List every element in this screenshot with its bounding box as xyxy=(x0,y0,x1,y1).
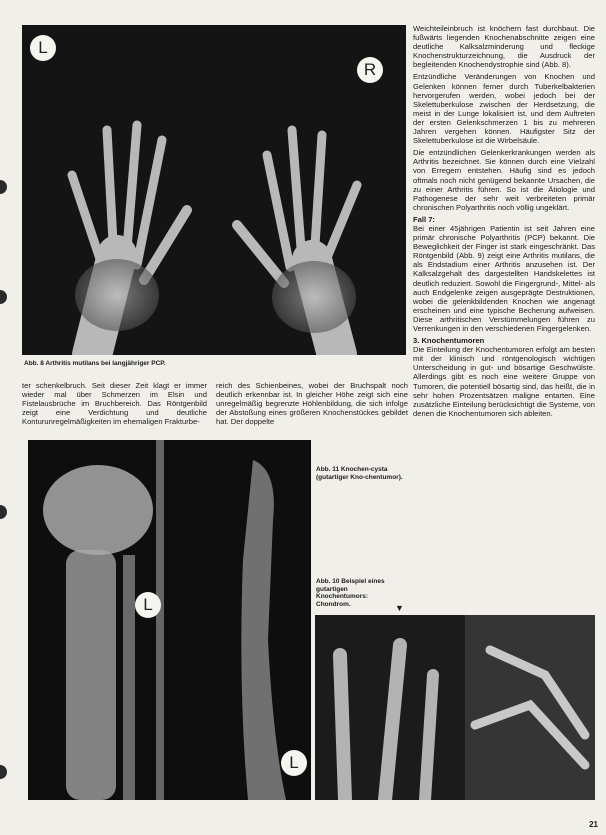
pointer-arrow: ▼ xyxy=(395,603,404,613)
punch-hole xyxy=(0,290,7,304)
text-column-left xyxy=(22,381,207,429)
body-paragraph: Bei einer 45jährigen Patientin ist seit Jahren eine primär chronische Polyarthritis (PCP) bekannt. Die Beweglichkeit der Finger ist stark eingeschränkt. Das Röntgenbild (Abb. 9) zeigt eine Arthritis mutilans, die als Endstadium einer Arthritis anzusehen ist. Der Kalksalzgehalt des dargestellten Handskelettes ist deutlich reduziert. Sowohl die Fingergrund-, Mittel- als auch Endgelenke zeigen ausgeprägte Destruktionen, wobei die gelenkbildenden Knochen wie angenagt erscheinen und eine typische Becherung aufweisen. Diese arthritischen Verstümmelungen führen zu Verrenkungen in den verschiedenen Fingergelenken. xyxy=(413,223,595,333)
figure-caption: Abb. 10 Beispiel eines gutartigen Knochentumors: Chondrom. xyxy=(316,578,385,608)
punch-hole xyxy=(0,180,7,194)
side-marker-left: L xyxy=(281,750,307,776)
text-column-middle xyxy=(216,381,408,429)
punch-hole xyxy=(0,505,7,519)
body-paragraph: Entzündliche Veränderungen von Knochen und Gelenken können ferner durch Tuberkelbakterien hervorgerufen werden, wobei jedoch bei der Skelettuberkulose zwischen der Herdsetzung, die meist in der Lunge lokalisiert ist, und dem Auftreten der ersten Gelenkschmerzen 1 bis zu mehreren Jahren vergehen können. Häufigster Sitz der Skelettuberkulose ist die Wirbelsäule. xyxy=(413,72,595,146)
side-marker-left: L xyxy=(30,35,56,61)
text-column-right xyxy=(413,24,595,421)
body-paragraph: Die Einteilung der Knochentumoren erfolgt am besten mit der klinisch und röntgenologisch wichtigen Unterscheidung in gut- und bösartige Geschwülste. Allerdings gibt es noch eine weitere Gruppe von Tumoren, die potentiell bösartig sind, das heißt, die in sehr hohen Prozentsätzen maligne entarten. Eine zusätzliche Einteilung berücksichtigt die Systeme, von denen die Knochentumoren sich ableiten. xyxy=(413,345,595,418)
punch-hole xyxy=(0,765,7,779)
case-heading: Fall 7: xyxy=(413,214,435,224)
finger-xray-drawing xyxy=(315,615,595,800)
body-paragraph: Die entzündlichen Gelenkerkrankungen werden als Arthritis bezeichnet. Sie können durch eine Vielzahl von Erregern entstehen. Häufig sind es jedoch oftmals noch nicht genügend bekannte Ursachen, die zu einer Arthritis führen. So ist die Ätiologie und Pathogenese der sehr weit verbreiteten primär chronischen Polyarthritis noch völlig ungeklärt. xyxy=(413,148,595,212)
section-heading: 3. Knochentumoren xyxy=(413,336,485,346)
hands-xray-drawing xyxy=(22,25,406,355)
body-paragraph: reich des Schienbeines, wobei der Bruchspalt noch deutlich erkennbar ist. In gleicher Höhe zeigt sich eine unregelmäßig begrenzte Höhlenbildung, die sich infolge der Abstoßung eines größeren Knochenstückes gebildet hat. Der doppelte xyxy=(216,381,408,427)
side-marker-right: R xyxy=(357,57,383,83)
finger-xray-image xyxy=(315,615,595,800)
body-paragraph: ter schenkelbruch. Seit dieser Zeit klagt er immer wieder mal über Schmerzen im Elsin und Fistelausbrüche im Bruchbereich. Das Röntgenbild zeigt eine Verdichtung und deutliche Konturunregelmäßigkeiten im ehemaligen Frakturbe- xyxy=(22,381,207,427)
figure-caption: Abb. 8 Arthritis mutilans bei langjähriger PCP. xyxy=(24,360,166,367)
leg-xray-drawing xyxy=(28,440,311,800)
side-marker-left: L xyxy=(135,592,161,618)
figure-caption: Abb. 11 Knochen-cysta (gutartiger Kno-chentumor). xyxy=(316,466,403,481)
page-number: 21 xyxy=(589,820,598,829)
body-paragraph: Weichteileinbruch ist knöchern fast durchbaut. Die fußwärts liegenden Knochenabschnitte zeigen eine deutliche Kalksalzminderung und fleckige Knochenstrukturzeichnung, die Ausdruck der begleitenden Knochendystrophie sind (Abb. 8). xyxy=(413,24,595,70)
hands-xray-image xyxy=(22,25,406,355)
leg-xray-image xyxy=(28,440,311,800)
